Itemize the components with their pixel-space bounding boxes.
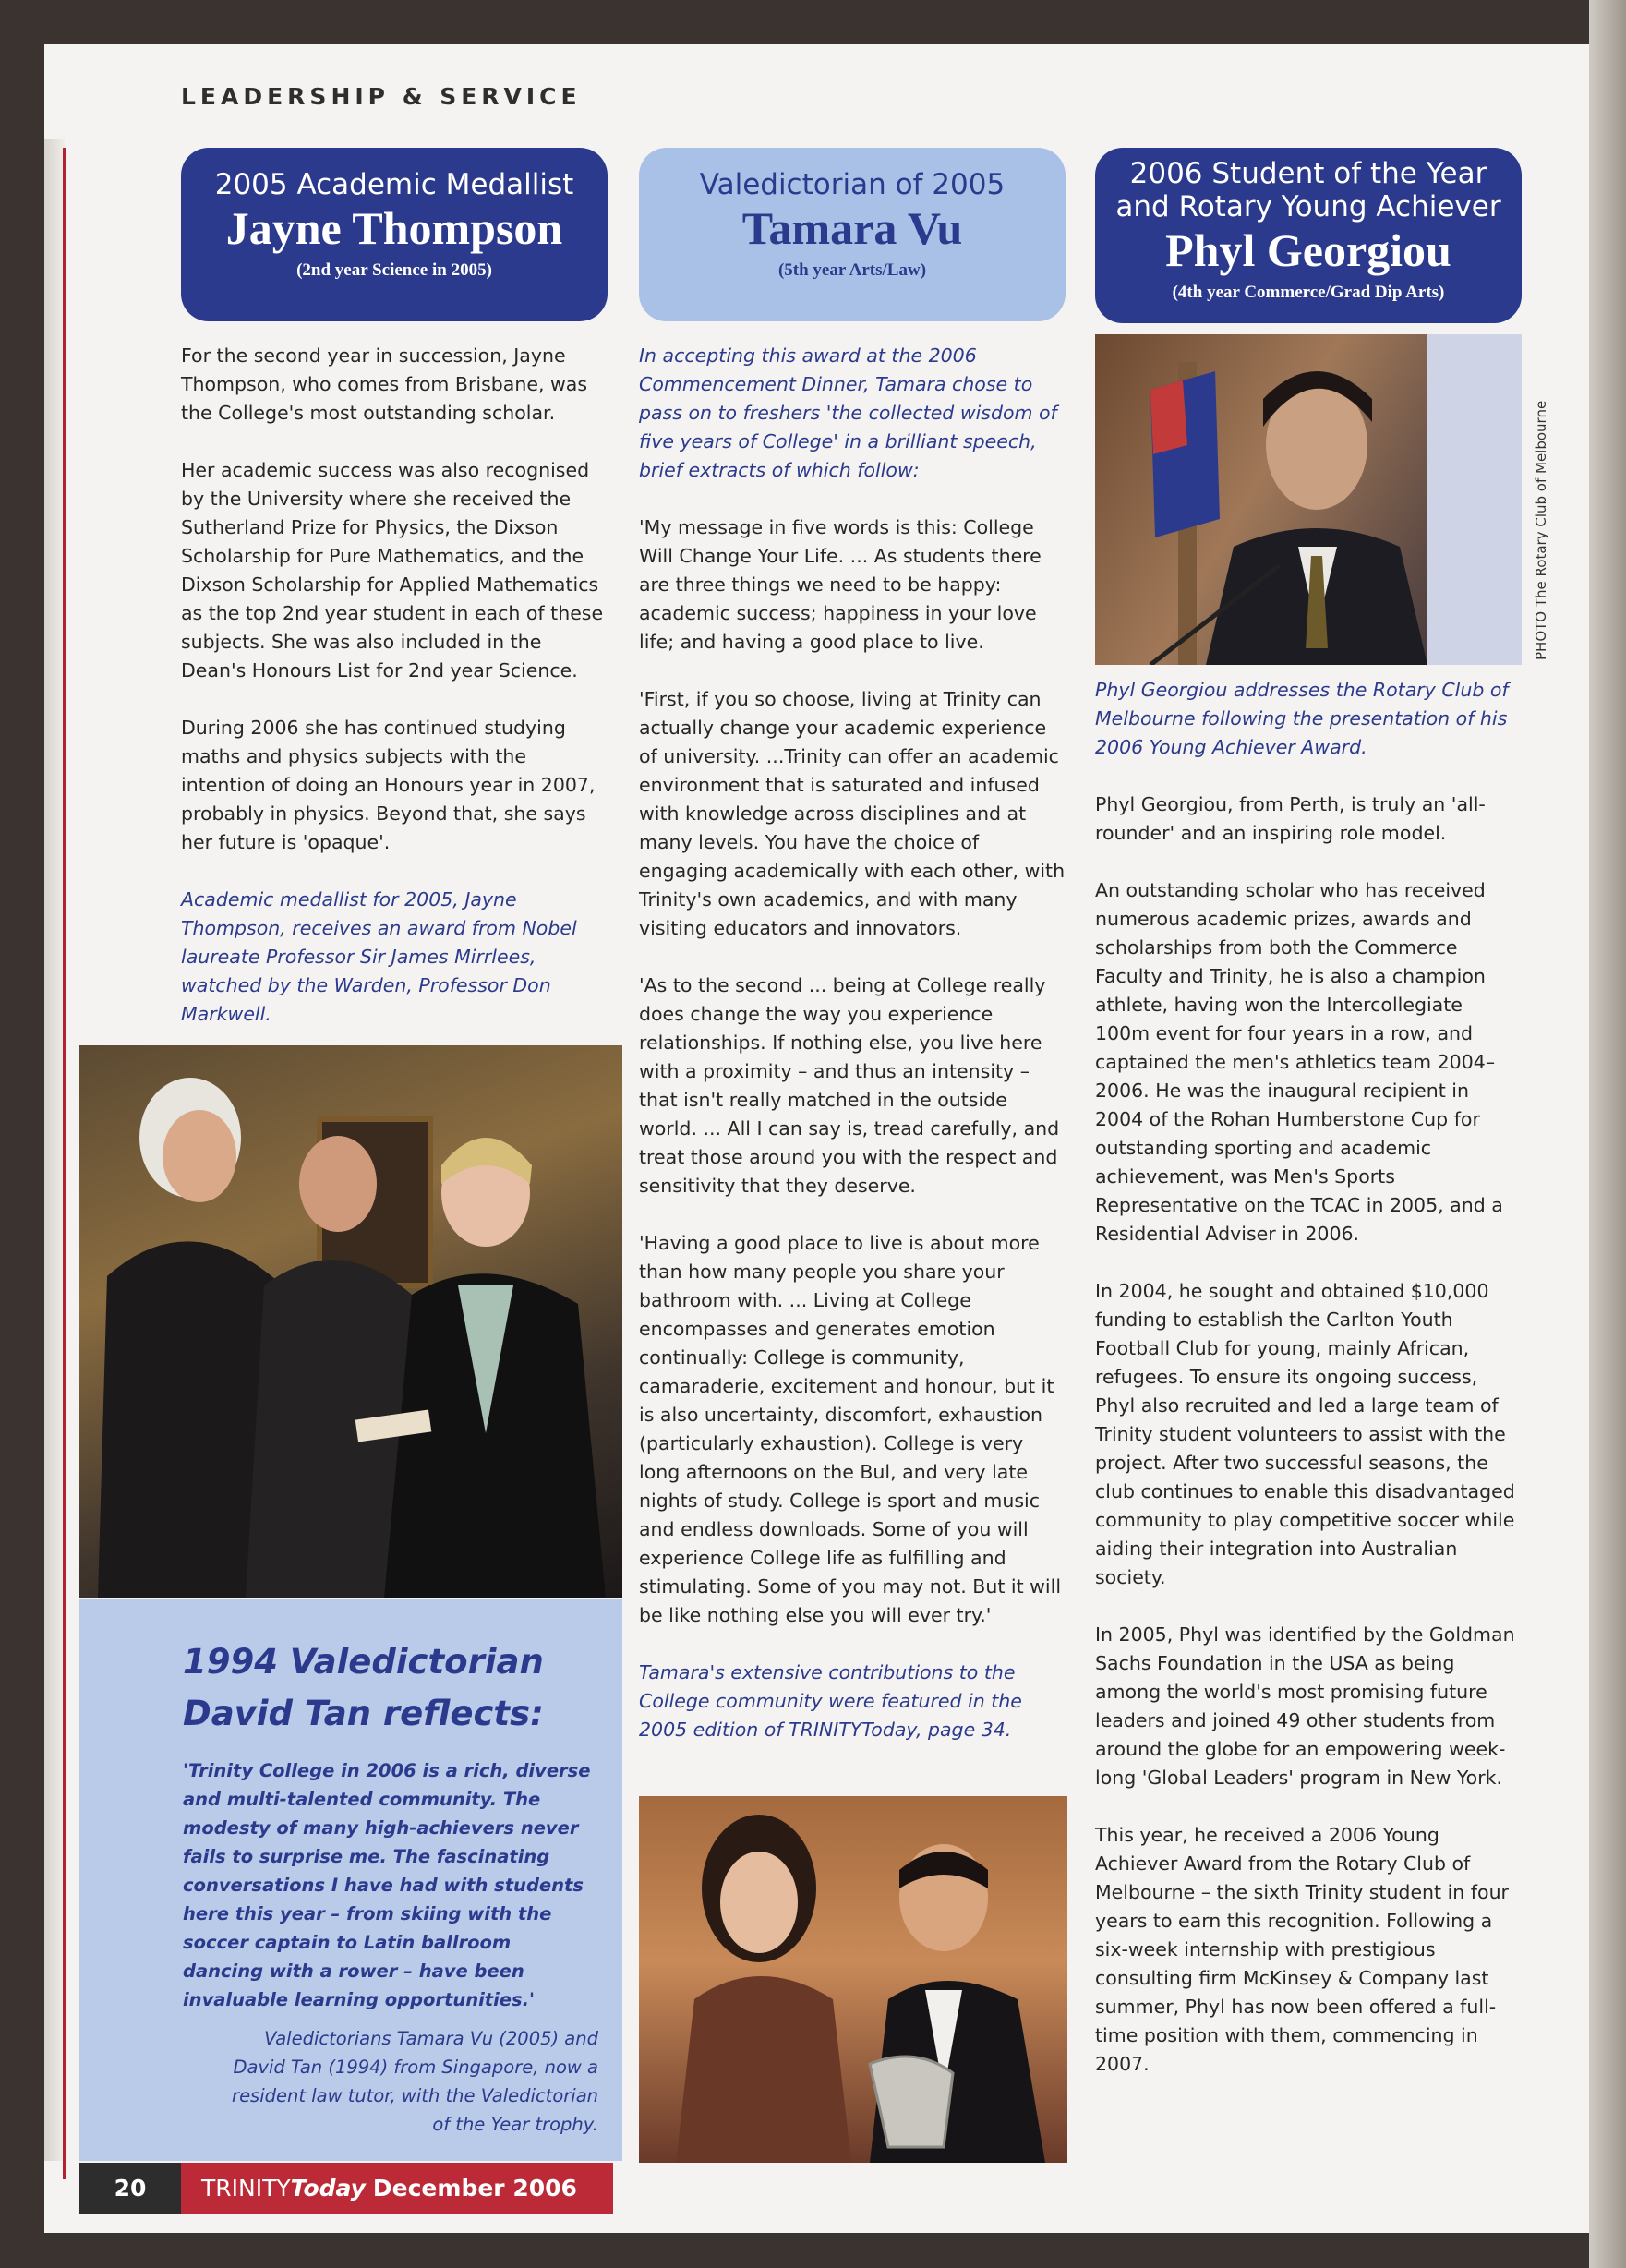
tamara-outro: Tamara's extensive contributions to the College community were featured in the 2005 edition of TRINITYToday, page 34.	[639, 1661, 1022, 1741]
jayne-photo-caption: Academic medallist for 2005, Jayne Thompson, receives an award from Nobel laureate Professor Sir James Mirrlees, watched by the Warden, Professor Don Markwell.	[181, 888, 577, 1025]
photo-credit: PHOTO The Rotary Club of Melbourne	[1533, 400, 1549, 660]
jayne-course: (2nd year Science in 2005)	[296, 260, 492, 280]
column-phyl	[1095, 148, 1522, 2075]
issue-date: December 2006	[372, 2175, 577, 2202]
phyl-article	[1095, 676, 1522, 2107]
phyl-photo-caption: Phyl Georgiou addresses the Rotary Club of Melbourne following the presentation of his 2006 Young Achiever Award.	[1095, 679, 1509, 758]
page-edge	[1589, 0, 1626, 2268]
jayne-award-photo	[79, 1045, 622, 1598]
section-label: LEADERSHIP & SERVICE	[181, 83, 582, 110]
brand-name: TRINITY	[201, 2175, 291, 2202]
tamara-para-3: 'As to the second ... being at College really does change the way you experience relationships. If nothing else, you live here with a proximity – and thus an intensity – that isn't really matched in the outside world. ... All I can say is, tread carefully, and treat those around you with the respect and sensitivity that they deserve.	[639, 974, 1060, 1197]
tamara-name: Tamara Vu	[741, 202, 963, 254]
david-quote: 'Trinity College in 2006 is a rich, diverse and multi-talented community. The modesty of many high-achievers never fails to surprise me. The fascinating conversations I have had with students here this year – from skiing with the soccer captain to Latin ballroom dancing with a rower – have been invaluable learning opportunities.'	[183, 1760, 591, 2010]
jayne-para-2: Her academic success was also recognised by the University where she received the Sutherland Prize for Physics, the Dixson Scholarship for Pure Mathematics, and the Dixson Scholarship for Applied Mathematics as the top 2nd year student in each of these subjects. She was also included in the Dean's Honours List for 2nd year Science.	[181, 459, 604, 682]
phyl-para-1: Phyl Georgiou, from Perth, is truly an 'all-rounder' and an inspiring role model.	[1095, 793, 1486, 844]
tamara-para-2: 'First, if you so choose, living at Trinity can actually change your academic experience of university. ...Trinity can offer an academic environment that is saturated and infused with knowledge across disciplines and at many levels. You have the choice of engaging academically with each other, with Trinity's own academics, and with many visiting educators and innovators.	[639, 688, 1066, 939]
jayne-article	[181, 342, 608, 1029]
david-heading-line-1: 1994 Valedictorian	[183, 1642, 544, 1682]
column-tamara	[639, 148, 1066, 1773]
david-tan-box	[79, 1599, 622, 2161]
jayne-award: 2005 Academic Medallist	[214, 168, 574, 201]
tamara-para-4: 'Having a good place to live is about more than how many people you share your bathroom with. ... Living at College encompasses and generates emotion continually: College is community, camaraderie, excitement and honour, but it is also uncertainty, discomfort, exhaustion (particularly exhaustion). College is very long afternoons on the Bul, and very late nights of study. College is sport and music and endless downloads. Some of you will experience College life as fulfilling and stimulating. Some of you may not. But it will be like nothing else you will ever try.'	[639, 1232, 1062, 1626]
phyl-course: (4th year Commerce/Grad Dip Arts)	[1172, 283, 1445, 302]
valedictorians-caption: Valedictorians Tamara Vu (2005) and David Tan (1994) from Singapore, now a resident law tutor, with the Valedictorian of the Year trophy.	[232, 2028, 598, 2135]
tamara-para-1: 'My message in five words is this: College Will Change Your Life. ... As students there are three things we need to be happy: academic success; happiness in your love life; and having a good place to live.	[639, 516, 1042, 653]
phyl-speech-photo	[1095, 334, 1522, 665]
jayne-name: Jayne Thompson	[225, 202, 563, 254]
jayne-header	[181, 148, 608, 321]
phyl-name: Phyl Georgiou	[1165, 224, 1451, 276]
publication-title	[181, 2163, 613, 2214]
phyl-para-2: An outstanding scholar who has received numerous academic prizes, awards and scholarships from both the Commerce Faculty and Trinity, he is also a champion athlete, having won the Intercollegiate 100m event for four years in a row, and captained the men's athletics team 2004–2006. He was the inaugural recipient in 2004 of the Rohan Humberstone Cup for outstanding sporting and academic achievement, was Men's Sports Representative on the TCAC in 2005, and a Residential Adviser in 2006.	[1095, 879, 1503, 1245]
tamara-intro: In accepting this award at the 2006 Commencement Dinner, Tamara chose to pass on to freshers 'the collected wisdom of five years of College' in a brilliant speech, brief extracts of which follow:	[639, 344, 1057, 481]
phyl-award-line-1: 2006 Student of the Year	[1129, 157, 1487, 190]
phyl-para-5: This year, he received a 2006 Young Achiever Award from the Rotary Club of Melbourne – the sixth Trinity student in four years to earn this recognition. Following a six-week internship with prestigious consulting firm McKinsey & Company last summer, Phyl has now been offered a full-time position with them, commencing in 2007.	[1095, 1824, 1509, 2075]
phyl-para-4: In 2005, Phyl was identified by the Goldman Sachs Foundation in the USA as being among the world's most promising future leaders and joined 49 other students from around the globe for an empowering week-long 'Global Leaders' program in New York.	[1095, 1623, 1515, 1789]
phyl-award-line-2: and Rotary Young Achiever	[1115, 190, 1501, 223]
jayne-para-3: During 2006 she has continued studying maths and physics subjects with the intention of doing an Honours year in 2007, probably in physics. Beyond that, she says her future is 'opaque'.	[181, 717, 596, 853]
jayne-photo-illustration	[79, 1045, 622, 1598]
tamara-award: Valedictorian of 2005	[699, 168, 1006, 201]
valedictorians-photo-illustration	[639, 1796, 1067, 2163]
page-spine	[44, 139, 65, 2161]
page-number: 20	[79, 2163, 181, 2214]
tamara-article	[639, 342, 1066, 1744]
phyl-photo-illustration	[1095, 334, 1522, 665]
valedictorians-photo	[639, 1796, 1067, 2163]
phyl-para-3: In 2004, he sought and obtained $10,000 funding to establish the Carlton Youth Football Club for young, mainly African, refugees. To ensure its ongoing success, Phyl also recruited and led a large team of Trinity student volunteers to assist with the project. After two successful seasons, the club continues to enable this disadvantaged community to play competitive soccer while aiding their integration into Australian society.	[1095, 1280, 1515, 1588]
column-jayne	[181, 148, 608, 1057]
tamara-header	[639, 148, 1066, 321]
tamara-course: (5th year Arts/Law)	[777, 260, 927, 280]
brand-italic: Today	[290, 2175, 366, 2202]
phyl-header	[1095, 148, 1522, 323]
david-heading-line-2: David Tan reflects:	[183, 1694, 544, 1733]
spine-red-stripe	[63, 148, 66, 2179]
jayne-para-1: For the second year in succession, Jayne Thompson, who comes from Brisbane, was the College's most outstanding scholar.	[181, 344, 588, 424]
